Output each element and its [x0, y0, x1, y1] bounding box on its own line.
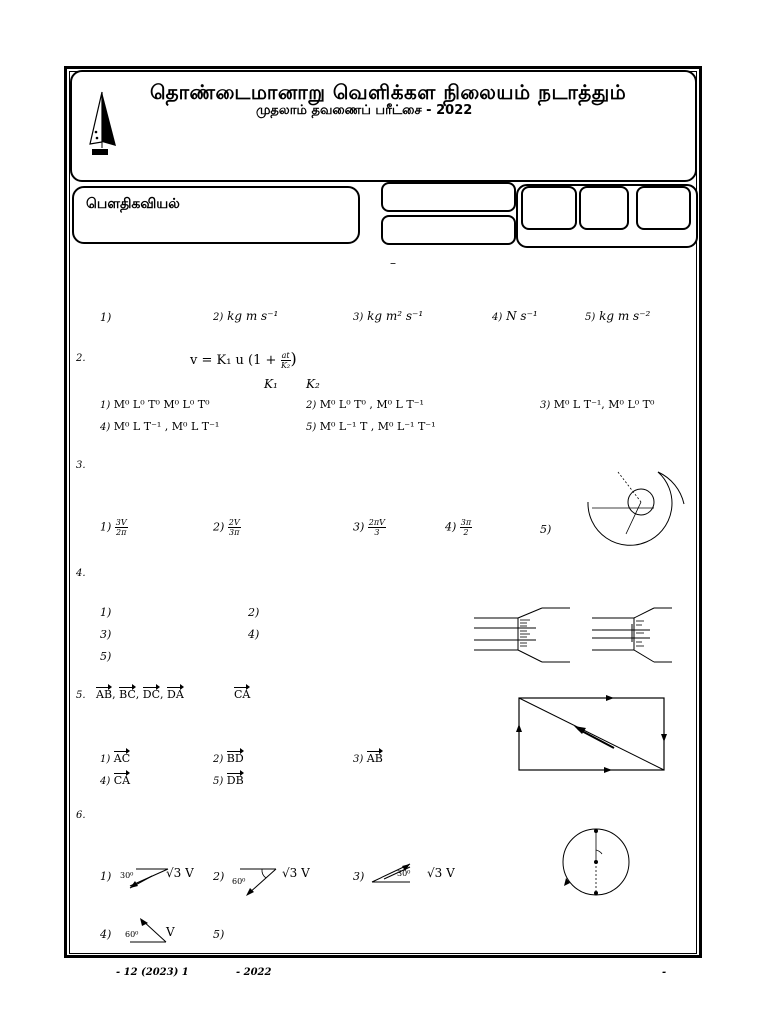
- q2-option-4: 4) M⁰ L T⁻¹ , M⁰ L T⁻¹: [100, 420, 220, 433]
- subject-box: [72, 186, 360, 244]
- q6-number: 6.: [76, 810, 86, 821]
- footer-right: -: [662, 967, 667, 978]
- q6-option-4-value: V: [166, 925, 175, 939]
- q4-option-2: 2): [248, 606, 260, 619]
- q6-circular-motion-diagram: [558, 828, 636, 898]
- instruction-dash: –: [390, 256, 396, 270]
- q6-option-2-angle: 60⁰: [232, 877, 246, 886]
- q6-option-4-label: 4): [100, 928, 112, 941]
- q4-option-1: 1): [100, 606, 112, 619]
- q5-option-5: 5) DB: [213, 774, 244, 787]
- q3-circular-path-diagram: [586, 458, 690, 548]
- q4-vernier-caliper-diagrams: [474, 606, 674, 668]
- q1-option-3: 3) kg m² s⁻¹: [353, 309, 424, 323]
- q2-option-5: 5) M⁰ L⁻¹ T , M⁰ L⁻¹ T⁻¹: [306, 420, 436, 433]
- q1-option-1: 1): [100, 311, 112, 324]
- q2-option-1: 1) M⁰ L⁰ T⁰ M⁰ L⁰ T⁰: [100, 398, 210, 411]
- footer-left: - 12 (2023) 1: [116, 967, 189, 978]
- q4-option-5: 5): [100, 650, 112, 663]
- q6-option-3-label: 3): [353, 870, 365, 883]
- q5-option-4: 4) CA: [100, 774, 131, 787]
- q4-option-4: 4): [248, 628, 260, 641]
- q5-option-1: 1) AC: [100, 752, 131, 765]
- code-box-group: [516, 184, 698, 248]
- q5-target-vector: CA: [234, 688, 251, 701]
- q3-option-4: 4) $\frac{3\pi}{2}$: [445, 518, 472, 537]
- q5-option-3: 3) AB: [353, 752, 383, 765]
- subject-label: பௌதிகவியல்: [86, 196, 180, 212]
- q6-option-3-angle: 30⁰: [397, 869, 411, 878]
- q2-number: 2.: [76, 353, 86, 364]
- q3-option-1: 1) $\frac{3V}{2\pi}$: [100, 518, 127, 537]
- q3-number: 3.: [76, 460, 86, 471]
- q6-option-1-label: 1): [100, 870, 112, 883]
- q5-rectangle-vector-diagram: [514, 692, 670, 774]
- q4-option-3: 3): [100, 628, 112, 641]
- q2-option-2: 2) M⁰ L⁰ T⁰ , M⁰ L T⁻¹: [306, 398, 424, 411]
- footer-mid: - 2022: [236, 967, 272, 978]
- q1-option-2: 2) kg m s⁻¹: [213, 309, 279, 323]
- q5-question: 5. AB, BC, DC, DA: [76, 688, 184, 701]
- q1-option-4: 4) N s⁻¹: [492, 309, 538, 323]
- exam-title: தொண்டைமானாறு வெளிக்கள நிலையம் நடாத்தும்: [150, 80, 627, 104]
- q6-option-1-angle: 30⁰: [120, 871, 134, 880]
- info-box-top: [381, 182, 516, 212]
- q3-option-5: 5): [540, 523, 552, 536]
- info-box-bottom: [381, 215, 516, 245]
- exam-subtitle: முதலாம் தவணைப் பரீட்சை - 2022: [256, 103, 473, 118]
- q4-number: 4.: [76, 568, 86, 579]
- q6-option-1-value: √3 V: [166, 866, 194, 880]
- q3-option-3: 3) $\frac{2\pi V}{3}$: [353, 518, 385, 537]
- q5-option-2: 2) BD: [213, 752, 244, 765]
- q2-option-3: 3) M⁰ L T⁻¹, M⁰ L⁰ T⁰: [540, 398, 655, 411]
- q3-option-2: 2) $\frac{2V}{3\pi}$: [213, 518, 240, 537]
- q2-constant-k1: K₁: [264, 377, 278, 391]
- q6-option-2-value: √3 V: [282, 866, 310, 880]
- q6-option-4-angle: 60⁰: [125, 930, 139, 939]
- q2-equation: v = K₁ u (1 + $\frac{at}{\text{K₂}}$ ): [190, 349, 297, 370]
- q6-option-3-value: √3 V: [427, 866, 455, 880]
- q6-option-5-label: 5): [213, 928, 225, 941]
- q1-option-5: 5) kg m s⁻²: [585, 309, 651, 323]
- q6-option-2-label: 2): [213, 870, 225, 883]
- logo-icon: [82, 88, 122, 160]
- q2-constant-k2: K₂: [306, 377, 320, 391]
